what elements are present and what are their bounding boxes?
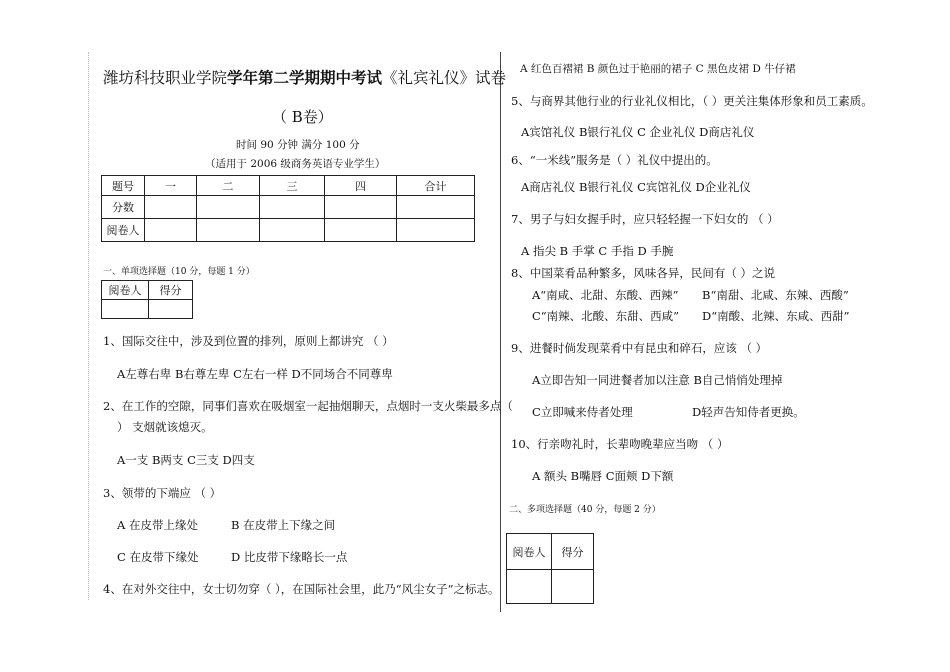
question-3-option-d: D 比皮带下缘略长一点 [231, 550, 348, 564]
grader-cell[interactable] [145, 219, 197, 242]
grader-input[interactable] [507, 570, 552, 604]
grader-cell[interactable] [325, 219, 397, 242]
question-3: 3、领带的下端应 （ ） [103, 486, 222, 500]
question-3-option-c: C 在皮带下缘处 [117, 550, 199, 564]
question-2-options: A一支 B两支 C三支 D四支 [117, 453, 255, 467]
section1-grader-box [101, 280, 193, 319]
grader-row [102, 219, 475, 242]
question-3-option-a: A 在皮带上缘处 [117, 518, 198, 532]
question-8-option-d: D“南酸、北辣、东咸、西甜” [702, 309, 850, 323]
section2-heading: 二、多项选择题（40 分，每题 2 分） [509, 505, 661, 515]
question-2-line2: ） 支烟就该熄灭。 [117, 420, 213, 434]
question-5: 5、与商界其他行业的行业礼仪相比，（ ）更关注集体形象和员工素质。 [511, 94, 873, 108]
grader-cell[interactable] [397, 219, 475, 242]
question-10: 10、行亲吻礼时，长辈吻晚辈应当吻 （ ） [511, 437, 729, 451]
grader-label: 阅卷人 [102, 281, 149, 300]
grader-cell[interactable] [197, 219, 260, 242]
question-10-options: A 额头 B嘴唇 C面颊 D下额 [532, 469, 674, 483]
question-8-option-c: C“南辣、北酸、东甜、西咸” [532, 309, 680, 323]
score-cell[interactable] [397, 196, 475, 219]
score-cell[interactable] [197, 196, 260, 219]
question-7-options: A 指尖 B 手掌 C 手指 D 手腕 [521, 244, 674, 258]
scope-line: （适用于 2006 级商务英语专业学生） [205, 158, 386, 170]
score-table-header-row [102, 176, 475, 196]
score-input[interactable] [149, 300, 193, 319]
grader-input[interactable] [102, 300, 149, 319]
header-cell: 一 [145, 176, 197, 196]
question-6-options: A商店礼仪 B银行礼仪 C宾馆礼仪 D企业礼仪 [521, 180, 751, 194]
binding-margin-line [88, 52, 89, 600]
header-cell: 题号 [102, 176, 145, 196]
time-line: 时间 90 分钟 满分 100 分 [236, 139, 360, 151]
header-cell: 四 [325, 176, 397, 196]
title-prefix: 潍坊科技职业学院 [103, 69, 228, 87]
question-8-option-b: B“南甜、北咸、东辣、西酸” [702, 288, 849, 302]
grader-label: 阅卷人 [507, 534, 552, 570]
question-9-option-d: D轻声告知侍者更换。 [692, 405, 805, 419]
score-row [102, 196, 475, 219]
question-7: 7、男子与妇女握手时，应只轻轻握一下妇女的 （ ） [511, 212, 779, 226]
score-cell[interactable] [145, 196, 197, 219]
question-4-options: A 红色百褶裙 B 颜色过于艳丽的裙子 C 黑色皮裙 D 牛仔裙 [520, 63, 796, 75]
question-1-options: A左尊右卑 B右尊左卑 C左右一样 D不同场合不同尊卑 [117, 367, 393, 381]
score-label: 得分 [552, 534, 594, 570]
row-label: 阅卷人 [102, 219, 145, 242]
question-6: 6、“一米线”服务是（ ）礼仪中提出的。 [511, 153, 718, 167]
header-cell: 三 [260, 176, 325, 196]
exam-title [103, 66, 506, 88]
title-bold: 学年第二学期期中考试 [227, 68, 383, 87]
question-3-option-b: B 在皮带上下缘之间 [231, 518, 336, 532]
question-1: 1、国际交往中，涉及到位置的排列，原则上都讲究 （ ） [103, 334, 394, 348]
title-suffix: 《礼宾礼仪》试卷 [382, 69, 507, 87]
question-8-option-a: A“南咸、北甜、东酸、西辣” [532, 288, 679, 302]
score-cell[interactable] [260, 196, 325, 219]
score-label: 得分 [149, 281, 193, 300]
section1-heading: 一、单项选择题（10 分，每题 1 分） [103, 267, 255, 277]
header-cell: 合计 [397, 176, 475, 196]
question-2-line1: 2、在工作的空隙，同事们喜欢在吸烟室一起抽烟聊天，点烟时一支火柴最多点（ [103, 399, 513, 413]
score-cell[interactable] [325, 196, 397, 219]
question-9: 9、进餐时倘发现菜肴中有昆虫和碎石，应该 （ ） [511, 341, 768, 355]
section2-grader-box [506, 533, 594, 604]
score-input[interactable] [552, 570, 594, 604]
question-4: 4、在对外交往中，女士切勿穿（ ），在国际社会里，此乃“风尘女子”之标志。 [103, 582, 500, 596]
grader-cell[interactable] [260, 219, 325, 242]
question-9-options-ab: A立即告知一同进餐者加以注意 B自己悄悄处理掉 [532, 373, 783, 387]
header-cell: 二 [197, 176, 260, 196]
column-divider [500, 52, 501, 612]
score-table [101, 175, 475, 242]
question-8: 8、中国菜肴品种繁多，风味各异，民间有（ ）之说 [511, 266, 775, 280]
exam-version: （ B卷） [272, 108, 333, 126]
row-label: 分数 [102, 196, 145, 219]
question-9-option-c: C立即喊来侍者处理 [532, 405, 633, 419]
question-5-options: A宾馆礼仪 B银行礼仪 C 企业礼仪 D商店礼仪 [521, 125, 755, 139]
